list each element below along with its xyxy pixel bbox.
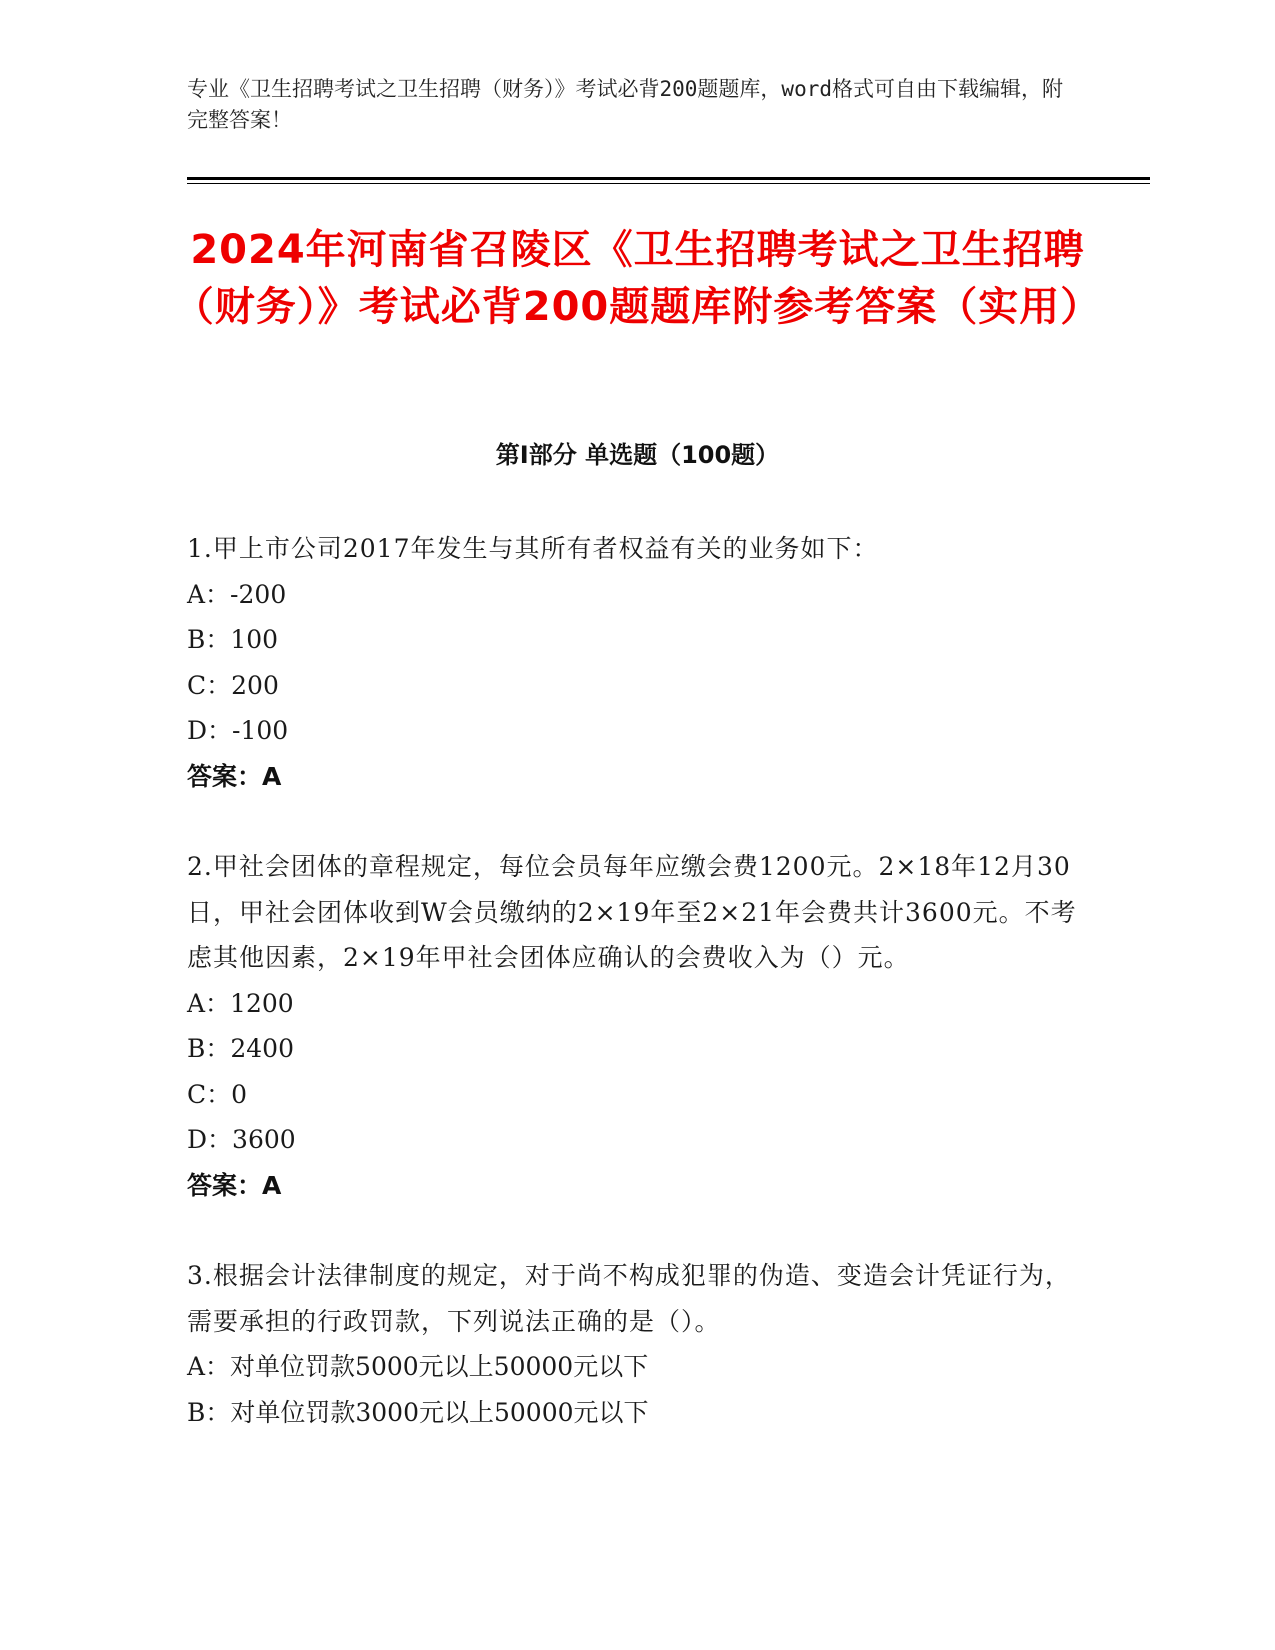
answer: 答案：A [187,761,282,791]
question-list [187,526,1087,1480]
option-d: D：-100 [187,716,289,745]
option-b: B：100 [187,625,279,654]
answer: 答案：A [187,1170,282,1200]
question-2 [187,844,1087,1208]
option-a: A：对单位罚款5000元以上50000元以下 [187,1352,649,1381]
section-title: 第I部分 单选题（100题） [495,441,780,469]
option-a: A：1200 [187,988,294,1018]
question-stem: 1.甲上市公司2017年发生与其所有者权益有关的业务如下： [187,534,879,563]
option-b: B：2400 [187,1034,294,1063]
option-a: A：-200 [187,579,287,609]
header-divider-thick [187,177,1150,180]
question-1 [187,526,1087,799]
option-c: C：0 [187,1079,248,1109]
option-b: B：对单位罚款3000元以上50000元以下 [187,1397,649,1427]
question-3 [187,1253,1087,1435]
option-d: D：3600 [187,1125,296,1154]
header-divider-thin [187,183,1150,184]
document-title: 2024年河南省召陵区《卫生招聘考试之卫生招聘（财务）》考试必背200题题库附参考答案（实用） [173,227,1102,330]
question-stem: 2.甲社会团体的章程规定，每位会员每年应缴会费1200元。2×18年12月30日，甲社会团体收到W会员缴纳的2×19年至2×21年会费共计3600元。不考虑其他因素，2×19年甲社会团体应确认的会费收入为（）元。 [187,852,1077,972]
header-note: 专业《卫生招聘考试之卫生招聘（财务）》考试必背200题题库，word格式可自由下载编辑，附完整答案！ [187,77,1063,132]
question-stem: 3.根据会计法律制度的规定，对于尚不构成犯罪的伪造、变造会计凭证行为，需要承担的行政罚款，下列说法正确的是（）。 [187,1261,1071,1336]
option-c: C：200 [187,670,279,700]
